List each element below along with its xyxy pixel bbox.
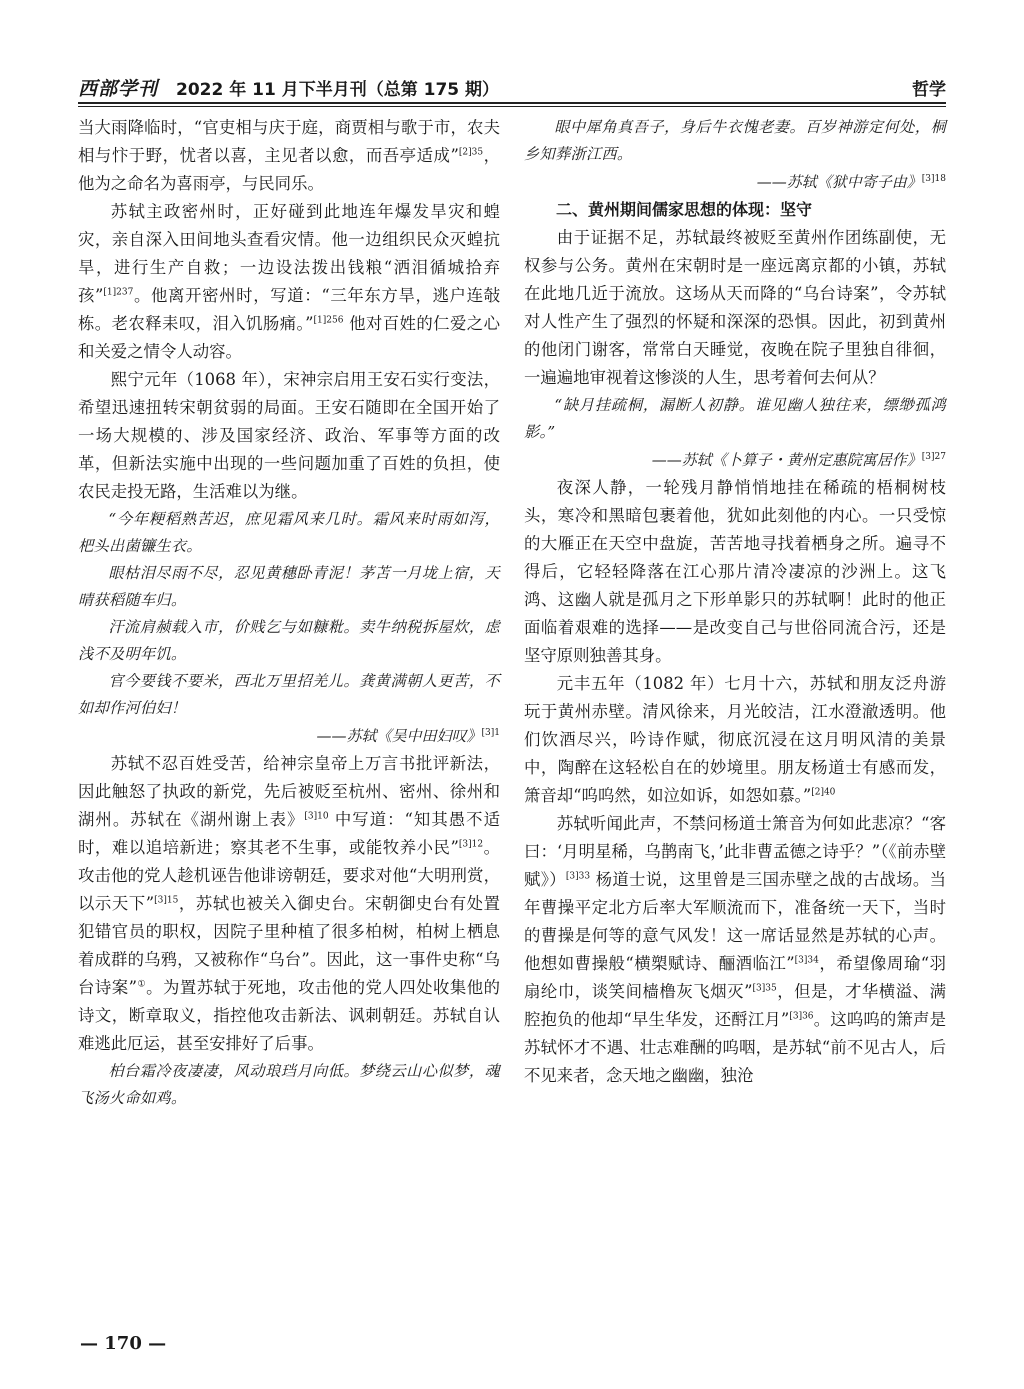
poem-line: 官今要钱不要米，西北万里招羌儿。龚黄满朝人更苦，不如却作河伯妇！: [78, 672, 500, 717]
paragraph: 苏轼不忍百姓受苦，给神宗皇帝上万言书批评新法，因此触怒了执政的新党，先后被贬至杭州、密州、徐州和湖州。苏轼在《湖州谢上表》$^{[3]10}$ 中写道：“知其愚不适时，难以追培新进；察其老不生事，或能牧养小民”$^{[3]12}$。攻击他的党人趁机诬告他诽谤朝廷，要求对他“大明刑赏，以示天下”$^{[3]15}$，苏轼也被关入御史台。宋朝御史台有处置犯错官员的职权，因院子里种植了很多柏树，柏树上栖息着成群的乌鸦，又被称作“乌台”。因此，这一事件史称“乌台诗案”①。为置苏轼于死地，攻击他的党人四处收集他的诗文，断章取义，指控他攻击新法、讽刺朝廷。苏轼自认难逃此厄运，甚至安排好了后事。: [78, 754, 500, 1053]
running-header: [78, 74, 946, 100]
citation: [1]256: [313, 315, 344, 326]
journal-logo: 西部学刊: [78, 78, 159, 100]
citation: [3]27: [921, 452, 946, 462]
paragraph: 当大雨降临时，“官吏相与庆于庭，商贾相与歌于市，农夫相与忭于野，忧者以喜，主见者以愈，而吾亭适成”$^{[2]35}$，他为之命名为喜雨亭，与民同乐。: [78, 118, 500, 193]
poem-line: 汗流肩赪载入市，价贱乞与如糠粃。卖牛纳税拆屋炊，虑浅不及明年饥。: [78, 618, 500, 663]
citation: [3]12: [458, 839, 484, 850]
section-label: 哲学: [912, 80, 946, 100]
citation: [3]35: [752, 983, 777, 994]
footnote-marker: ①: [137, 979, 147, 990]
poem-line: “缺月挂疏桐，漏断人初静。谁见幽人独往来，缥缈孤鸿影。”: [524, 396, 946, 441]
poem-line: “今年粳稻熟苦迟，庶见霜风来几时。霜风来时雨如泻，杷头出菌镰生衣。: [78, 510, 500, 555]
poem-source: ——苏轼《吴中田妇叹》$^{[3]1}$: [316, 727, 500, 745]
right-column: [524, 114, 946, 1090]
citation: [3]10: [304, 811, 329, 822]
citation: [2]35: [458, 147, 484, 158]
paragraph: 夜深人静，一轮残月静悄悄地挂在稀疏的梧桐树枝头，寒冷和黑暗包裹着他，犹如此刻他的内心。一只受惊的大雁正在天空中盘旋，苦苦地寻找着栖身之所。遍寻不得后，它轻轻降落在江心那片清冷凄凉的沙洲上。这飞鸿、这幽人就是孤月之下形单影只的苏轼啊！此时的他正面临着艰难的选择——是改变自己与世俗同流合污，还是坚守原则独善其身。: [524, 478, 946, 665]
citation: [3]34: [794, 955, 819, 966]
poem-line: 眼中犀角真吾子，身后牛衣愧老妻。百岁神游定何处，桐乡知葬浙江西。: [524, 118, 946, 163]
paragraph: 由于证据不足，苏轼最终被贬至黄州作团练副使，无权参与公务。黄州在宋朝时是一座远离京都的小镇，苏轼在此地几近于流放。这场从天而降的“乌台诗案”，令苏轼对人性产生了强烈的怀疑和深深的恐惧。因此，初到黄州的他闭门谢客，常常白天睡觉，夜晚在院子里独自徘徊，一遍遍地审视着这惨淡的人生，思考着何去何从？: [524, 228, 946, 387]
header-rule: [78, 102, 946, 104]
citation: [3]1: [481, 728, 500, 738]
page-number: — 170 —: [80, 1333, 167, 1354]
citation: [3]15: [154, 895, 179, 906]
poem-source: ——苏轼《卜算子・黄州定惠院寓居作》$^{[3]27}$: [651, 451, 946, 469]
citation: [2]40: [811, 787, 836, 798]
poem-source: ——苏轼《狱中寄子由》$^{[3]18}$: [756, 173, 946, 191]
citation: [3]18: [921, 174, 946, 184]
paragraph: 苏轼主政密州时，正好碰到此地连年爆发旱灾和蝗灾，亲自深入田间地头查看灾情。他一边组织民众灭蝗抗旱，进行生产自救；一边设法拨出钱粮“洒泪循城拾弃孩”$^{[1]237}$。他离开密州时，写道：“三年东方旱，逃户连敧栋。老农释耒叹，泪入饥肠痛。”$^{[1]256}$ 他对百姓的仁爱之心和关爱之情令人动容。: [78, 202, 500, 361]
paragraph: 元丰五年（1082 年）七月十六，苏轼和朋友泛舟游玩于黄州赤壁。清风徐来，月光皎洁，江水澄澈透明。他们饮酒尽兴，吟诗作赋，彻底沉浸在这月明风清的美景中，陶醉在这轻松自在的妙境里。朋友杨道士有感而发，箫音却“呜呜然，如泣如诉，如怨如慕。”$^{[2]40}$: [524, 674, 946, 805]
left-column: [78, 114, 500, 1112]
paragraph: 苏轼听闻此声，不禁问杨道士箫音为何如此悲凉？“客曰：‘月明星稀，乌鹊南飞，’此非曹孟德之诗乎？”（《前赤壁赋》）$^{[3]33}$ 杨道士说，这里曾是三国赤壁之战的古战场。当年曹操平定北方后率大军顺流而下，准备统一天下，当时的曹操是何等的意气风发！这一席话显然是苏轼的心声。他想如曹操般“横槊赋诗、酾酒临江”$^{[3]34}$，希望像周瑜“羽扇纶巾，谈笑间樯橹灰飞烟灭”$^{[3]35}$，但是，才华横溢、满腔抱负的他却“早生华发，还酹江月”$^{[3]36}$。这呜呜的箫声是苏轼怀才不遇、壮志难酬的呜咽，是苏轼“前不见古人，后不见来者，念天地之幽幽，独沧: [524, 814, 947, 1085]
poem-line: 眼枯泪尽雨不尽，忍见黄穗卧青泥！茅苫一月垅上宿，天晴获稻随车归。: [78, 564, 500, 609]
citation: [3]33: [565, 871, 591, 882]
issue-info: 2022 年 11 月下半月刊（总第 175 期）: [176, 80, 500, 100]
poem-line: 柏台霜冷夜凄凄，风动琅珰月向低。梦绕云山心似梦，魂飞汤火命如鸡。: [78, 1062, 500, 1107]
header-rule-thin: [78, 106, 946, 107]
citation: [1]237: [103, 287, 134, 298]
paragraph: 熙宁元年（1068 年），宋神宗启用王安石实行变法，希望迅速扭转宋朝贫弱的局面。王安石随即在全国开始了一场大规模的、涉及国家经济、政治、军事等方面的改革，但新法实施中出现的一些问题加重了百姓的负担，使农民走投无路，生活难以为继。: [78, 370, 500, 501]
section-heading: 二、黄州期间儒家思想的体现：坚守: [556, 200, 813, 219]
citation: [3]36: [789, 1011, 814, 1022]
